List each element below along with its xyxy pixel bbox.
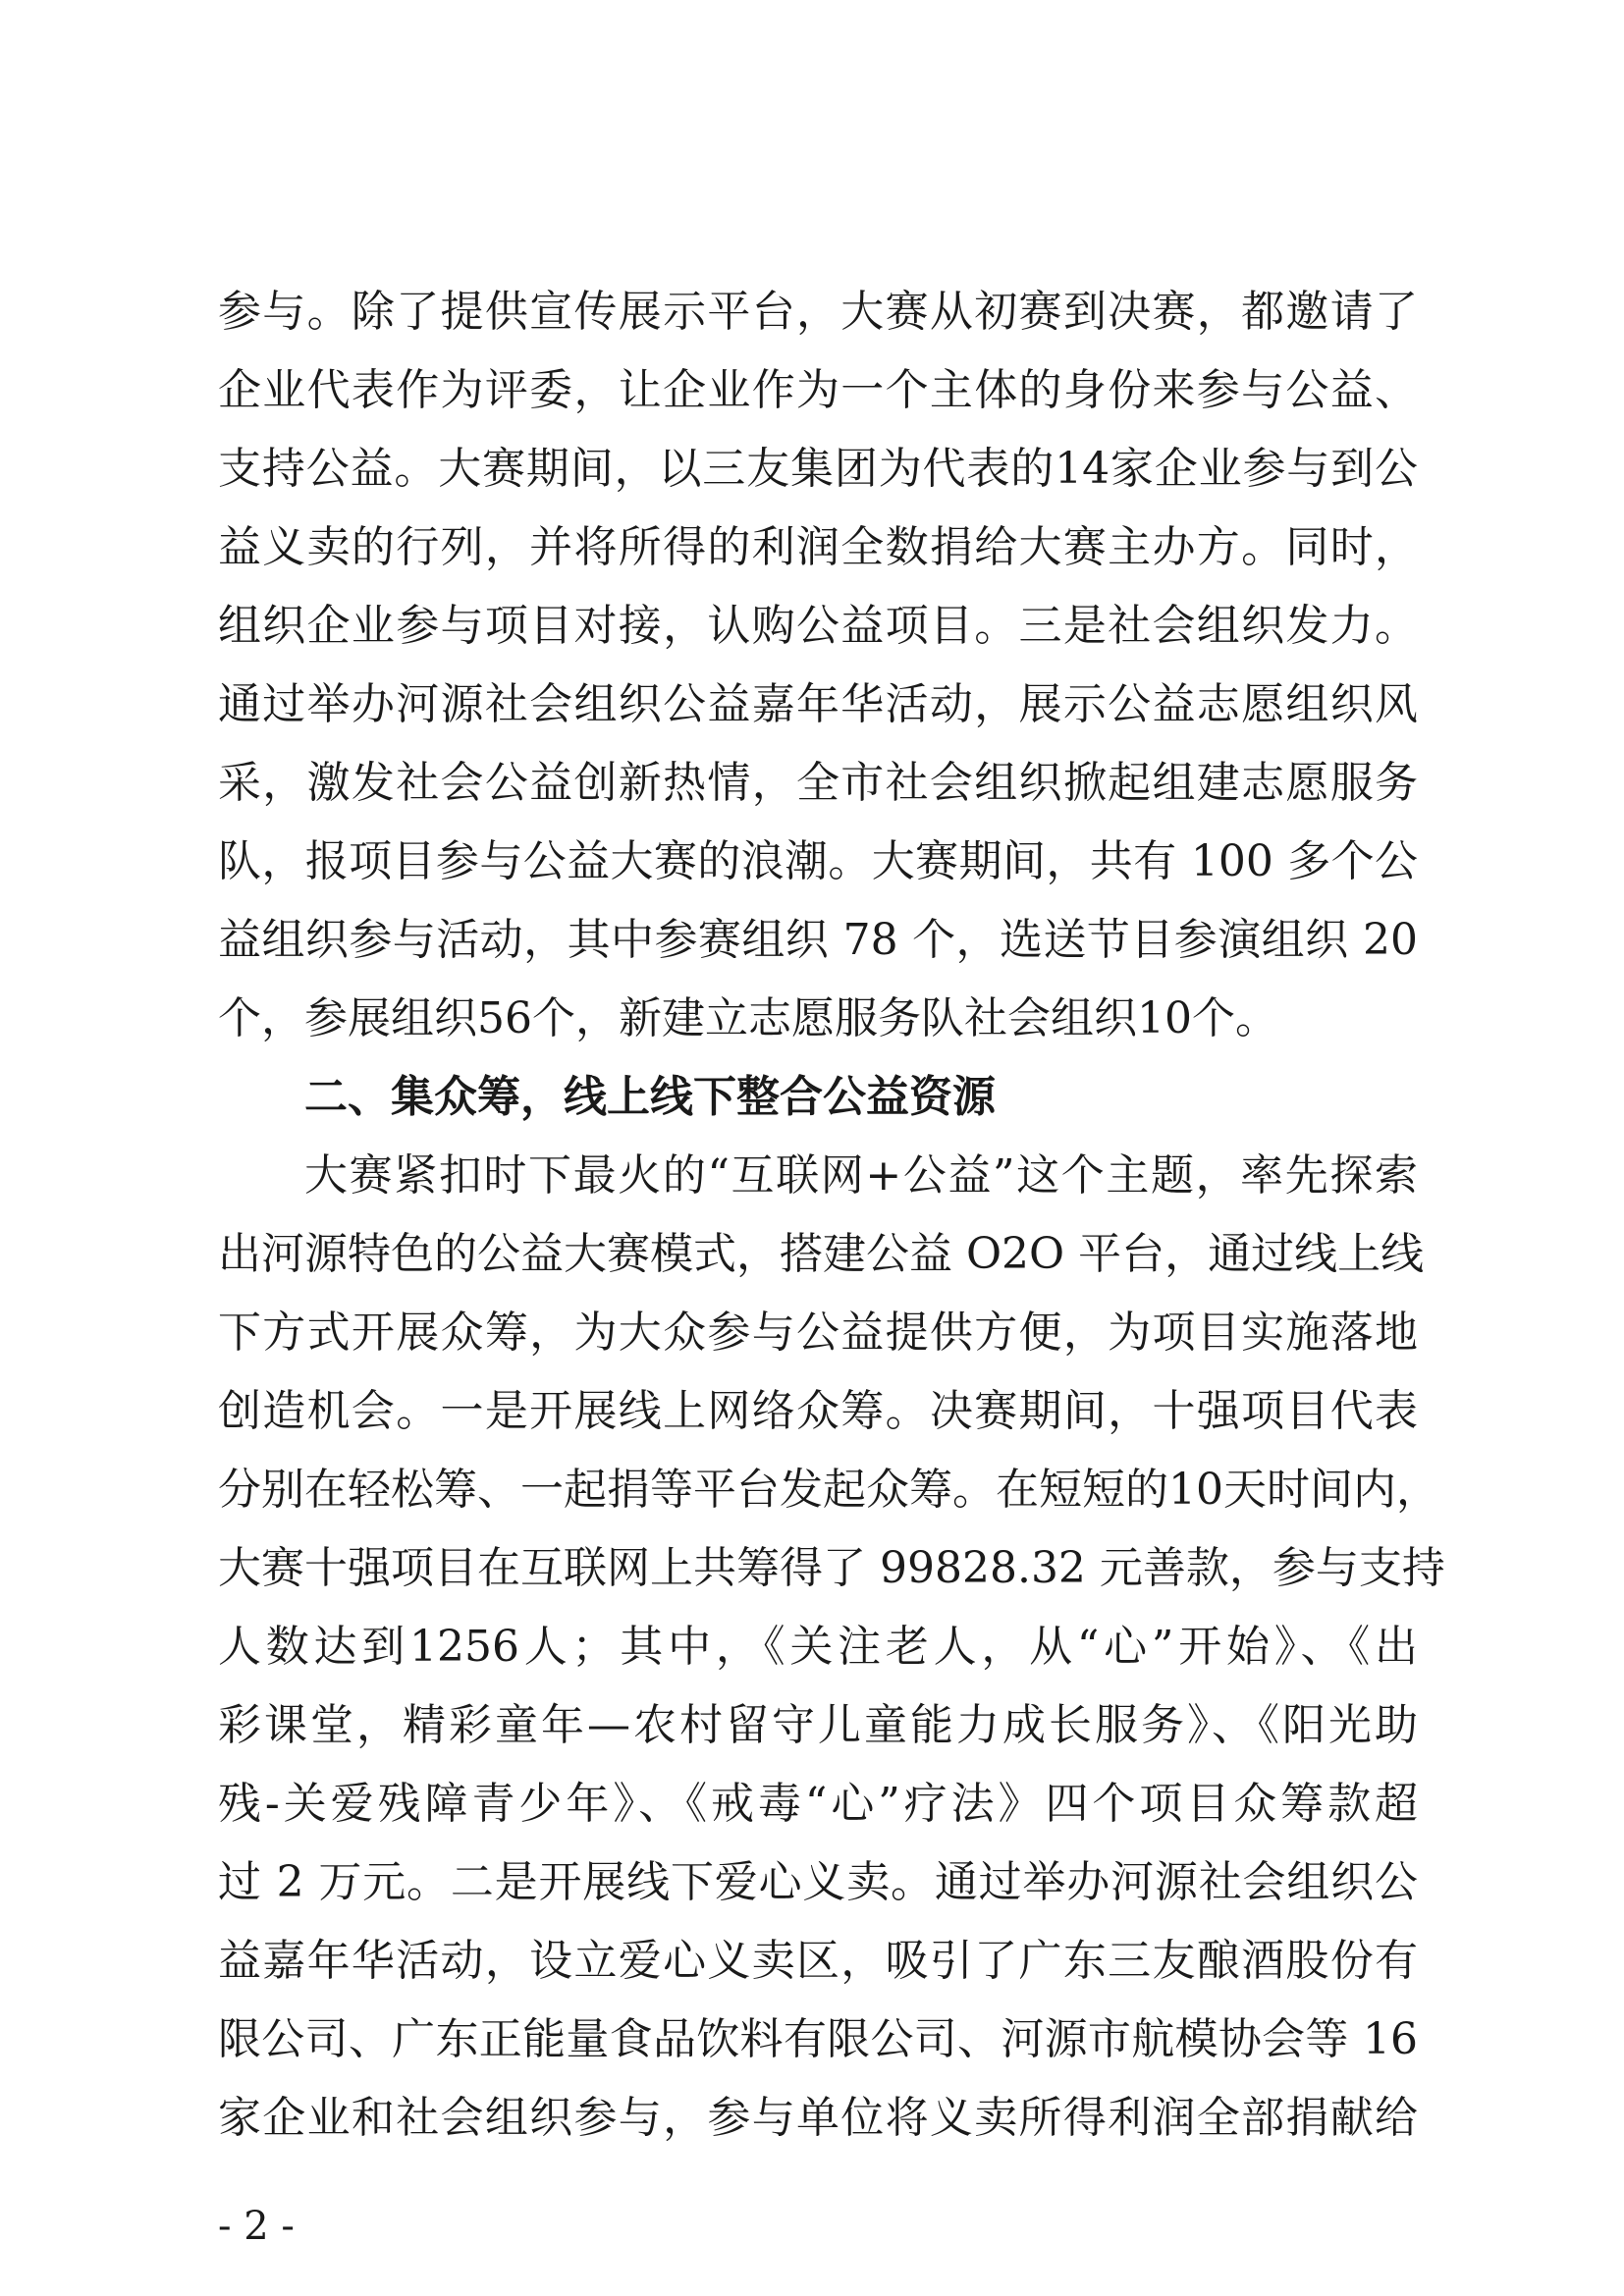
paragraph-line: 队，报项目参与公益大赛的浪潮。大赛期间，共有 100 多个公 [218,836,1418,886]
paragraph-line: 企业代表作为评委，让企业作为一个主体的身份来参与公益、 [218,365,1418,415]
paragraph-line: 益义卖的行列，并将所得的利润全数捐给大赛主办方。同时， [218,522,1418,572]
paragraph-line: 个，参展组织56个，新建立志愿服务队社会组织10个。 [218,993,1278,1043]
paragraph-line: 益嘉年华活动，设立爱心义卖区，吸引了广东三友酿酒股份有 [218,1936,1418,1986]
section-heading: 二、集众筹，线上线下整合公益资源 [304,1072,996,1122]
paragraph-line: 过 2 万元。二是开展线下爱心义卖。通过举办河源社会组织公 [218,1857,1418,1907]
paragraph-line: 大赛紧扣时下最火的“互联网+公益”这个主题，率先探索 [304,1150,1418,1201]
paragraph-line: 通过举办河源社会组织公益嘉年华活动，展示公益志愿组织风 [218,679,1418,729]
paragraph-line: 支持公益。大赛期间，以三友集团为代表的14家企业参与到公 [218,444,1418,494]
paragraph-line: 下方式开展众筹，为大众参与公益提供方便，为项目实施落地 [218,1308,1418,1358]
paragraph-line: 人数达到1256人；其中，《关注老人，从“心”开始》、《出 [218,1622,1418,1672]
paragraph-line: 出河源特色的公益大赛模式，搭建公益 O2O 平台，通过线上线 [218,1229,1425,1279]
paragraph-line: 创造机会。一是开展线上网络众筹。决赛期间，十强项目代表 [218,1386,1418,1436]
paragraph-line: 分别在轻松筹、一起捐等平台发起众筹。在短短的10天时间内， [218,1465,1439,1515]
page-number: - 2 - [218,2204,295,2249]
paragraph-line: 参与。除了提供宣传展示平台，大赛从初赛到决赛，都邀请了 [218,287,1418,337]
paragraph-line: 彩课堂，精彩童年—农村留守儿童能力成长服务》、《阳光助 [218,1700,1418,1750]
paragraph-line: 大赛十强项目在互联网上共筹得了 99828.32 元善款，参与支持 [218,1543,1445,1593]
paragraph-line: 组织企业参与项目对接，认购公益项目。三是社会组织发力。 [218,601,1418,651]
paragraph-line: 家企业和社会组织参与，参与单位将义卖所得利润全部捐献给 [218,2093,1418,2143]
paragraph-line: 限公司、广东正能量食品饮料有限公司、河源市航模协会等 16 [218,2014,1418,2064]
paragraph-line: 残-关爱残障青少年》、《戒毒“心”疗法》四个项目众筹款超 [218,1779,1418,1829]
paragraph-line: 益组织参与活动，其中参赛组织 78 个，选送节目参演组织 20 [218,915,1418,965]
paragraph-line: 采，激发社会公益创新热情，全市社会组织掀起组建志愿服务 [218,758,1418,808]
